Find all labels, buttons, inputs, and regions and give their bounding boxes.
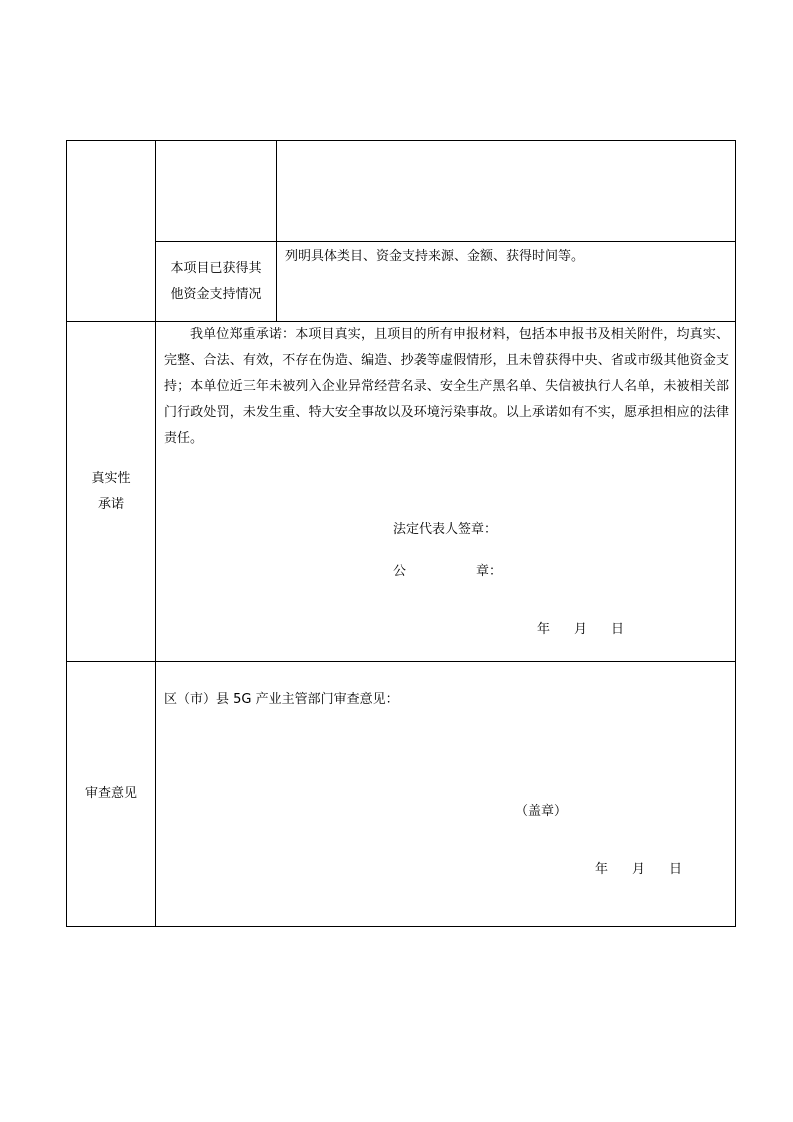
commitment-content-cell [156, 322, 736, 662]
form-row-commitment [67, 322, 736, 662]
other-funding-label-line2: 他资金支持情况 [170, 287, 262, 303]
other-funding-instruction: 列明具体类目、资金支持来源、金额、获得时间等。 [285, 249, 585, 265]
commitment-label-line1: 真实性 [91, 470, 131, 486]
commitment-label-line2: 承诺 [97, 496, 124, 512]
other-funding-label-cell [156, 242, 277, 322]
item-content-cell-empty [277, 141, 736, 242]
legal-representative-signature[interactable] [393, 520, 497, 540]
commitment-date-year: 年 [537, 622, 551, 638]
review-content-cell[interactable] [156, 662, 736, 927]
commitment-date-month: 月 [574, 622, 588, 638]
other-funding-content-cell[interactable] [277, 242, 736, 322]
form-row-other-funding [67, 242, 736, 322]
commitment-date-day: 日 [611, 622, 625, 638]
review-label-cell [67, 662, 156, 927]
item-label-cell-empty [156, 141, 277, 242]
section-label-cell-empty [67, 141, 156, 322]
review-stamp-label: （盖章） [515, 804, 568, 820]
review-date[interactable] [595, 860, 682, 880]
review-opinion-title: 区（市）县 5G 产业主管部门审查意见： [164, 692, 399, 708]
review-date-year: 年 [595, 862, 609, 878]
seal-label-char1: 公 [393, 564, 407, 580]
seal-label-char2: 章： [476, 564, 503, 580]
review-date-day: 日 [669, 862, 683, 878]
other-funding-label-line1: 本项目已获得其 [170, 261, 262, 277]
application-form-table [66, 140, 736, 927]
official-seal-line[interactable] [393, 562, 502, 582]
review-date-month: 月 [632, 862, 646, 878]
commitment-label-cell [67, 322, 156, 662]
review-label: 审查意见 [84, 786, 137, 802]
form-row-continued [67, 141, 736, 242]
legal-rep-label: 法定代表人签章： [393, 522, 498, 538]
commitment-date[interactable] [537, 620, 624, 640]
commitment-statement: 我单位郑重承诺：本项目真实，且项目的所有申报材料，包括本申报书及相关附件，均真实、完整、合法、有效，不存在伪造、编造、抄袭等虚假情形，且未曾获得中央、省或市级其他资金支持；本单位近三年未被列入企业异常经营名录、安全生产黑名单、失信被执行人名单，未被相关部门行政处罚，未发生重、特大安全事故以及环境污染事故。以上承诺如有不实，愿承担相应的法律责任。 [164, 327, 729, 447]
form-row-review [67, 662, 736, 927]
